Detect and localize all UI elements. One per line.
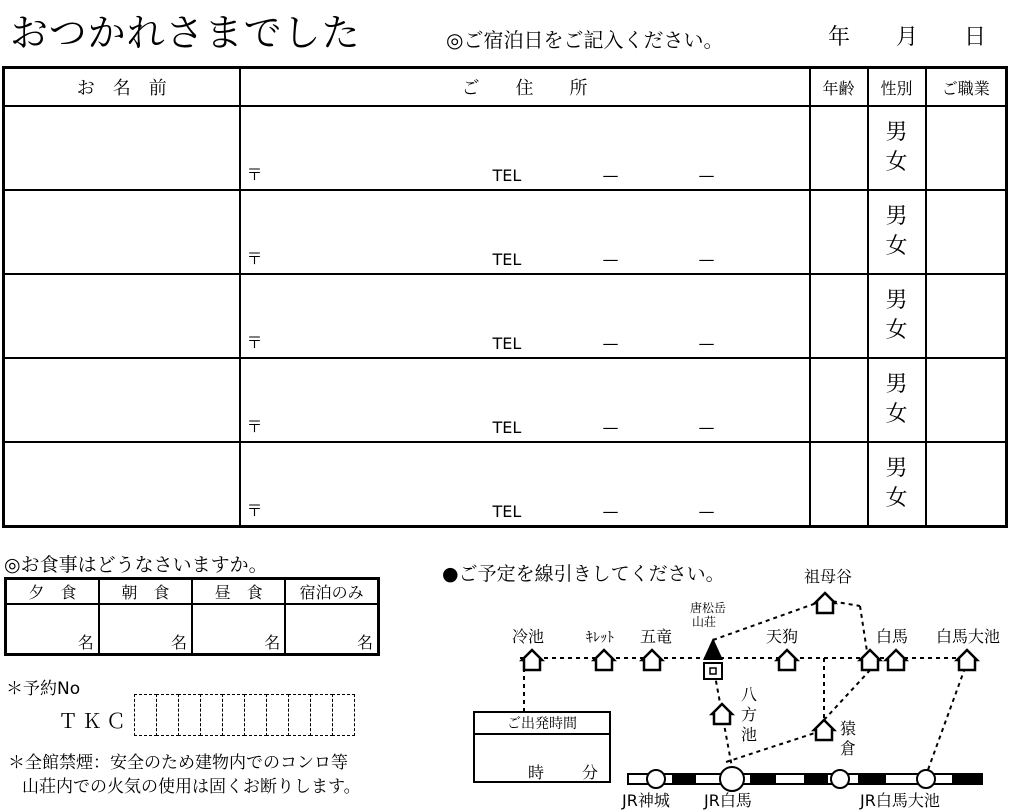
place-goryu: 五竜 bbox=[640, 627, 673, 646]
hut-icon bbox=[886, 650, 906, 670]
place-saru-2: 倉 bbox=[840, 739, 857, 758]
hut-icon bbox=[957, 650, 977, 670]
dinner-count[interactable]: 名 bbox=[6, 604, 99, 655]
place-reiike: 冷池 bbox=[512, 627, 545, 646]
station-hakuba: JR白馬 bbox=[704, 791, 752, 810]
meal-breakfast: 朝 食 bbox=[99, 579, 192, 605]
col-address: ご 住 所 bbox=[240, 68, 810, 107]
notice-line1: ＊全館禁煙：安全のため建物内でのコンロ等 bbox=[8, 753, 348, 773]
female-option[interactable]: 女 bbox=[885, 486, 908, 511]
page-title: おつかれさまでした bbox=[10, 11, 361, 55]
tel-dash-2: — bbox=[698, 418, 715, 437]
summit-icon bbox=[703, 638, 723, 660]
tel-dash-1: — bbox=[602, 250, 619, 269]
date-hint: ◎ご宿泊日をご記入ください。 bbox=[446, 28, 724, 52]
tel-dash-2: — bbox=[698, 502, 715, 521]
station-kamishiro: JR神城 bbox=[622, 791, 670, 810]
route-instruction: ●ご予定を線引きしてください。 bbox=[442, 563, 725, 585]
place-hakuba-oike: 白馬大池 bbox=[936, 627, 1001, 646]
tel-dash-2: — bbox=[698, 250, 715, 269]
departure-minute[interactable]: 分 bbox=[582, 763, 599, 782]
hut-icon bbox=[815, 593, 835, 613]
male-option[interactable]: 男 bbox=[885, 288, 908, 313]
hut-icon bbox=[594, 650, 614, 670]
notice-line2: 山荘内での火気の使用は固くお断りします。 bbox=[22, 777, 361, 797]
place-happo-2: 方 bbox=[741, 705, 758, 724]
col-age: 年齢 bbox=[810, 68, 868, 107]
postal-mark: 〒 bbox=[246, 417, 263, 436]
tel-dash-2: — bbox=[698, 166, 715, 185]
tel-dash-2: — bbox=[698, 334, 715, 353]
col-name: お 名 前 bbox=[4, 68, 240, 107]
place-happo-3: 池 bbox=[741, 725, 758, 744]
month-label[interactable]: 月 bbox=[896, 25, 919, 50]
tel-dash-1: — bbox=[602, 334, 619, 353]
station-hakuba-oike: JR白馬大池 bbox=[860, 791, 940, 810]
place-lodge: 山荘 bbox=[692, 615, 717, 629]
meal-stay-only: 宿泊のみ bbox=[285, 579, 378, 605]
stay-only-count[interactable]: 名 bbox=[285, 604, 378, 655]
place-sobo: 祖母谷 bbox=[804, 567, 853, 586]
female-option[interactable]: 女 bbox=[885, 234, 908, 259]
postal-mark: 〒 bbox=[246, 501, 263, 520]
day-label[interactable]: 日 bbox=[964, 25, 987, 50]
hut-icon bbox=[642, 650, 662, 670]
hut-icon bbox=[777, 650, 797, 670]
departure-time-label: ご出発時間 bbox=[507, 716, 577, 732]
place-kiretto: ｷﾚｯﾄ bbox=[586, 630, 614, 646]
female-option[interactable]: 女 bbox=[885, 150, 908, 175]
meal-lunch: 昼 食 bbox=[192, 579, 285, 605]
male-option[interactable]: 男 bbox=[885, 204, 908, 229]
place-tengu: 天狗 bbox=[766, 627, 799, 646]
hut-icon bbox=[814, 720, 834, 740]
postal-mark: 〒 bbox=[246, 165, 263, 184]
female-option[interactable]: 女 bbox=[885, 318, 908, 343]
tel-label: TEL bbox=[492, 418, 522, 437]
tel-label: TEL bbox=[492, 166, 522, 185]
year-label[interactable]: 年 bbox=[828, 25, 851, 50]
place-saru-1: 猿 bbox=[840, 719, 857, 738]
place-happo-1: 八 bbox=[741, 685, 758, 704]
tel-label: TEL bbox=[492, 250, 522, 269]
reservation-prefix: ＴＫＣ bbox=[58, 709, 130, 733]
meal-question: ◎お食事はどうなさいますか。 bbox=[4, 554, 268, 576]
male-option[interactable]: 男 bbox=[885, 456, 908, 481]
col-occupation: ご職業 bbox=[926, 68, 1007, 107]
female-option[interactable]: 女 bbox=[885, 402, 908, 427]
tel-dash-1: — bbox=[602, 502, 619, 521]
place-lodge-name: 唐松岳 bbox=[690, 601, 727, 615]
tel-label: TEL bbox=[492, 334, 522, 353]
hut-icon bbox=[522, 650, 542, 670]
postal-mark: 〒 bbox=[246, 249, 263, 268]
tel-dash-1: — bbox=[602, 418, 619, 437]
postal-mark: 〒 bbox=[246, 333, 263, 352]
reservation-label: ＊予約No bbox=[6, 679, 81, 699]
meal-dinner: 夕 食 bbox=[6, 579, 99, 605]
hut-icon bbox=[860, 650, 880, 670]
place-hakuba: 白馬 bbox=[876, 627, 909, 646]
breakfast-count[interactable]: 名 bbox=[99, 604, 192, 655]
tel-label: TEL bbox=[492, 502, 522, 521]
col-sex: 性別 bbox=[868, 68, 926, 107]
hut-icon bbox=[712, 704, 732, 724]
male-option[interactable]: 男 bbox=[885, 372, 908, 397]
tel-dash-1: — bbox=[602, 166, 619, 185]
departure-hour[interactable]: 時 bbox=[528, 763, 545, 782]
lunch-count[interactable]: 名 bbox=[192, 604, 285, 655]
male-option[interactable]: 男 bbox=[885, 120, 908, 145]
